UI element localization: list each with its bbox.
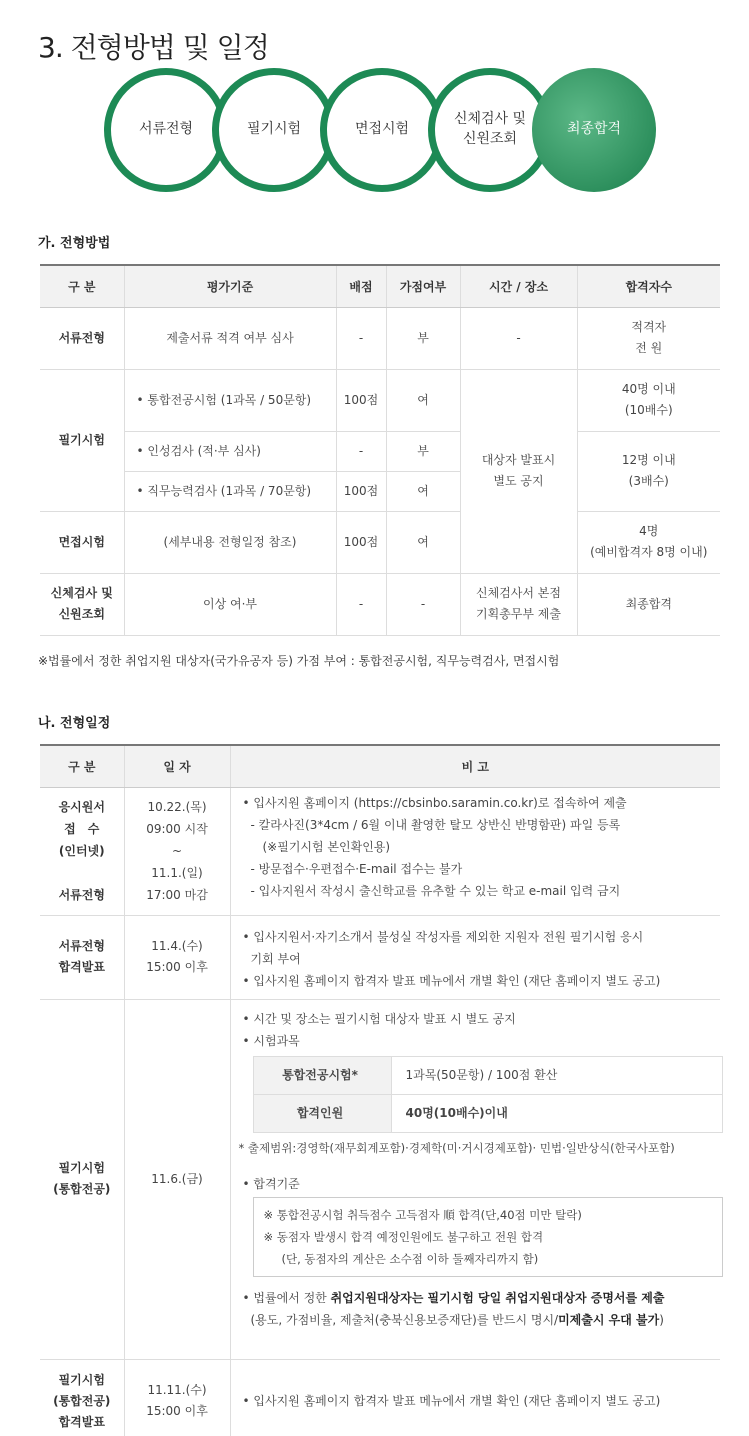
- table-row: 필기시험 (통합전공) 합격발표 11.11.(수) 15:00 이후 • 입사지원 홈페이지 합격자 발표 메뉴에서 개별 확인 (재단 홈페이지 별도 공고): [40, 1359, 720, 1436]
- step-physical: 신체검사 및 신원조회: [428, 68, 552, 192]
- table-row: 서류전형 합격발표 11.4.(수) 15:00 이후 • 입사지원서·자기소개서 불성실 작성자를 제외한 지원자 전원 필기시험 응시 기회 부여 • 입사지원 홈페이지 합격자 발표 메뉴에서 개별 확인 (재단 홈페이지 별도 공고): [40, 915, 720, 999]
- col-score: 배점: [336, 265, 386, 307]
- step-written: 필기시험: [212, 68, 336, 192]
- method-section-title: 가. 전형방법: [38, 236, 111, 251]
- table-row: • 인성검사 (적·부 심사) - 부 12명 이내 (3배수): [40, 431, 720, 471]
- col-remarks: 비 고: [230, 745, 720, 787]
- step-final: 최종합격: [532, 68, 656, 192]
- pass-criteria-box: ※ 통합전공시험 취득점수 고득점자 順 합격(단,40점 미만 탈락) ※ 동점자 발생시 합격 예정인원에도 불구하고 전원 합격 (단, 동점자의 계산은 소수점 이하 둘째자리까지 함): [253, 1197, 723, 1277]
- table-row: 응시원서 접 수 (인터넷) 서류전형 10.22.(목) 09:00 시작 ~ 11.1.(일) 17:00 마감 • 입사지원 홈페이지 (https://cbsinbo.saramin.co.kr)로 접속하여 제출 - 칼라사진(3*4cm / 6월 이내 촬영한 탈모 상반신 반명함판) 파일 등록 (※필기시험 본인확인용) - 방문접수·우편접수·E-mail 접수는 불가 - 입사지원서 작성시 출신학교를 유추할 수 있는 학교 e-mail 입력 금지: [40, 787, 720, 915]
- step-interview: 면접시험: [320, 68, 444, 192]
- step-document: 서류전형: [104, 68, 228, 192]
- exam-scope: * 출제범위:경영학(재무회계포함)·경제학(미·거시경제포함)· 민법·일반상식(한국사포함): [238, 1140, 675, 1155]
- table-row: 필기시험 • 통합전공시험 (1과목 / 50문항) 100점 여 대상자 발표시 별도 공지 40명 이내 (10배수): [40, 369, 720, 431]
- law-note: • 법률에서 정한 취업지원대상자는 필기시험 당일 취업지원대상자 증명서를 제출: [242, 1290, 665, 1305]
- table-row: 면접시험 (세부내용 전형일정 참조) 100점 여 4명 (예비합격자 8명 이내): [40, 511, 720, 573]
- col-bonus: 가점여부: [386, 265, 460, 307]
- bonus-note: ※법률에서 정한 취업지원 대상자(국가유공자 등) 가점 부여 : 통합전공시험, 직무능력검사, 면접시험: [38, 654, 560, 668]
- exam-subject-table: 통합전공시험* 1과목(50문항) / 100점 환산 합격인원 40명(10배수)이내: [253, 1056, 723, 1133]
- schedule-table: [40, 744, 720, 1436]
- table-row: 신체검사 및 신원조회 이상 여·부 - - 신체검사서 본점 기획총무부 제출 최종합격: [40, 573, 720, 635]
- table-row: 필기시험 (통합전공) 11.6.(금) • 시간 및 장소는 필기시험 대상자 발표 시 별도 공지 • 시험과목 통합전공시험* 1과목(50문항) / 100점 환산 합격인원 40명(10배수)이내 * 출제범위:경영학(재무회계포함)·경제학(미·거시경제포함)· 민법·일반상식(한국사포함) • 합격기준 ※ 통합전공시험 취득점수 고득점자 順 합격(단,40점 미만 탈락) ※ 동점자 발생시 합격 예정인원에도 불구하고 전원 합격 (단, 동점자의 계산은 소수점 이하 둘째자리까지 함) • 법률에서 정한 취업지원대상자는 필기시험 당일 취업지원대상자 증명서를 제출 (용도, 가점비율, 제출처(충북신용보증재단)를 반드시 명시/미제출시 우대 불가): [40, 999, 720, 1359]
- col-criteria: 평가기준: [124, 265, 336, 307]
- schedule-section-title: 나. 전형일정: [38, 716, 111, 731]
- col-pass: 합격자수: [577, 265, 720, 307]
- table-row: 서류전형 제출서류 적격 여부 심사 - 부 - 적격자 전 원: [40, 307, 720, 369]
- col-date: 일 자: [124, 745, 230, 787]
- table-row: • 직무능력검사 (1과목 / 70문항) 100점 여: [40, 471, 720, 511]
- schedule-header-row: [40, 745, 720, 787]
- method-table: [40, 264, 720, 636]
- page-title: 3. 전형방법 및 일정: [38, 31, 269, 64]
- method-header-row: [40, 265, 720, 307]
- col-category: 구 분: [40, 745, 124, 787]
- col-category: 구 분: [40, 265, 124, 307]
- col-place: 시간 / 장소: [460, 265, 577, 307]
- process-steps: [104, 68, 664, 192]
